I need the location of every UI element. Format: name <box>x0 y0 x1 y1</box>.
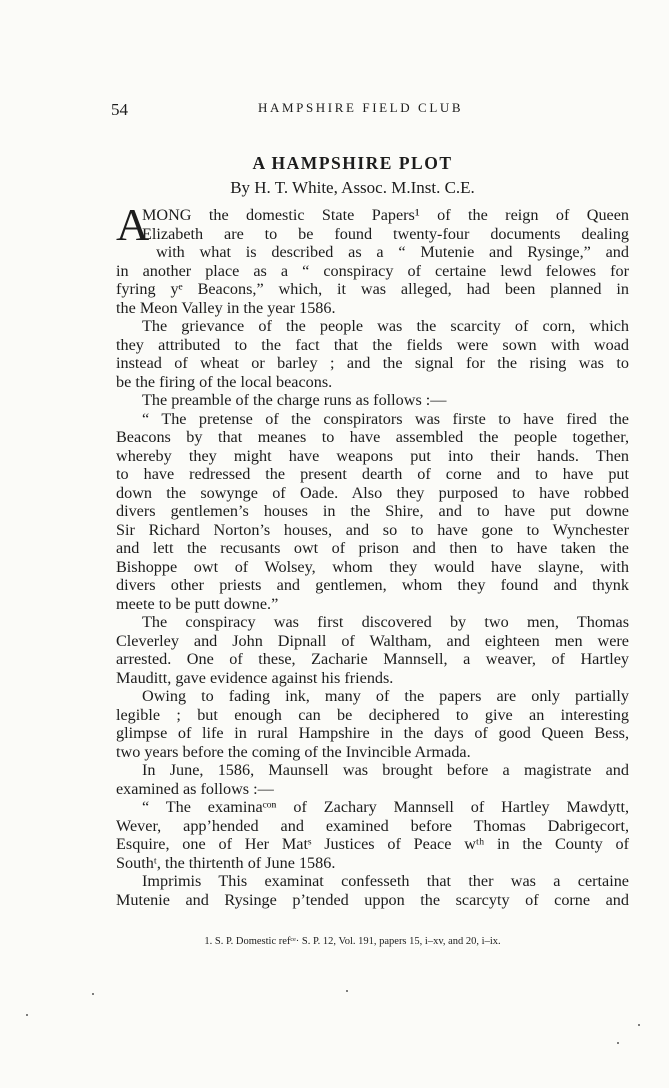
text-line: down the sowynge of Oade. Also they purposed to have robbed <box>116 483 629 502</box>
scan-speck <box>617 1042 619 1044</box>
text-line: in another place as a “ conspiracy of certaine lewd felowes for <box>116 261 629 280</box>
text-line: In June, 1586, Maunsell was brought before a magistrate and <box>142 761 629 779</box>
text-line: Mauditt, gave evidence against his friends. <box>116 668 394 687</box>
text-line: Imprimis This examinat confesseth that ther was a certaine <box>142 872 629 890</box>
scan-speck <box>346 990 348 992</box>
page-number: 54 <box>111 100 128 119</box>
text-line: to have redressed the present dearth of corne and to have put <box>116 465 629 483</box>
footnote: 1. S. P. Domestic refᶜᵉ· S. P. 12, Vol. 191, papers 15, i–xv, and 20, i–ix. <box>204 936 501 947</box>
text-line: Cleverley and John Dipnall of Waltham, and eighteen men were <box>116 631 629 650</box>
text-line: the Meon Valley in the year 1586. <box>116 298 336 317</box>
text-line: legible ; but enough can be deciphered to give an interesting <box>116 705 629 724</box>
text-line: with what is described as a “ Mutenie and Rysinge,” and <box>156 243 629 261</box>
scan-speck <box>92 993 94 995</box>
text-line: examined as follows :— <box>116 779 274 798</box>
text-line: The preamble of the charge runs as follows :— <box>142 391 447 409</box>
text-line: “ The pretense of the conspirators was firste to have fired the <box>142 409 629 428</box>
text-line: divers gentlemen’s houses in the Shire, and to have put downe <box>116 502 629 520</box>
text-line: Bishoppe owt of Wolsey, whom they would have slayne, with <box>116 557 629 576</box>
text-line: whereby they might have weapons put into their hands. Then <box>116 446 629 465</box>
text-line: meete to be putt downe.” <box>116 594 279 613</box>
text-line: be the firing of the local beacons. <box>116 372 333 391</box>
text-line: glimpse of life in rural Hampshire in the days of good Queen Bess, <box>116 724 629 742</box>
text-line: “ The examinaᶜᵒⁿ of Zachary Mannsell of Hartley Mawdytt, <box>142 798 629 816</box>
text-line: Esquire, one of Her Matˢ Justices of Peace wᵗʰ in the County of <box>116 835 629 853</box>
article-body <box>116 199 629 909</box>
text-line: Elizabeth are to be found twenty-four documents dealing <box>142 224 629 243</box>
text-line: arrested. One of these, Zacharie Mannsell, a weaver, of Hartley <box>116 650 629 668</box>
text-line: Beacons by that meanes to have assembled the people together, <box>116 428 629 446</box>
scan-speck <box>26 1014 28 1016</box>
text-line: The conspiracy was first discovered by two men, Thomas <box>142 613 629 631</box>
text-line: divers other priests and gentlemen, whom they found and thynk <box>116 576 629 594</box>
text-line: and lett the recusants owt of prison and then to have taken the <box>116 539 629 557</box>
text-line: Owing to fading ink, many of the papers are only partially <box>142 687 629 705</box>
article-byline: By H. T. White, Assoc. M.Inst. C.E. <box>230 178 475 197</box>
text-line: two years before the coming of the Invincible Armada. <box>116 742 471 761</box>
drop-cap: A <box>116 199 150 250</box>
text-line: they attributed to the fact that the fields were sown with woad <box>116 335 629 354</box>
text-line: Southᵗ, the thirtenth of June 1586. <box>116 853 336 872</box>
scan-speck <box>638 1024 640 1026</box>
text-line: The grievance of the people was the scarcity of corn, which <box>142 317 629 335</box>
running-head: HAMPSHIRE FIELD CLUB <box>258 100 464 115</box>
text-line: Sir Richard Norton’s houses, and so to have gone to Wynchester <box>116 520 629 539</box>
text-line: Wever, app’hended and examined before Thomas Dabrigecort, <box>116 816 629 835</box>
text-line: instead of wheat or barley ; and the signal for the rising was to <box>116 354 629 372</box>
text-line: fyring yᵉ Beacons,” which, it was alleged, had been planned in <box>116 280 629 298</box>
text-line: MONG the domestic State Papers¹ of the reign of Queen <box>142 206 629 224</box>
text-line: Mutenie and Rysinge p’tended uppon the scarcyty of corne and <box>116 890 629 909</box>
article-title: A HAMPSHIRE PLOT <box>252 153 453 173</box>
